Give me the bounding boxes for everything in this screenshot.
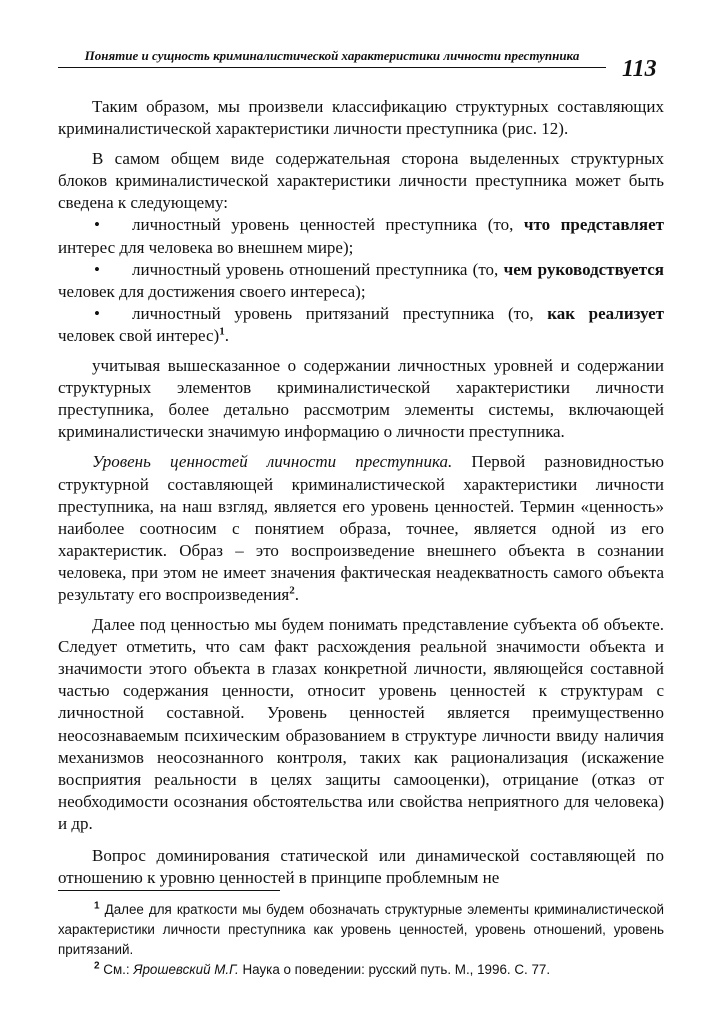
paragraph-3: учитывая вышесказанное о содержании личностных уровней и содержании структурных элементов криминалистической характеристики личности преступника, более детально рассмотрим элементы системы, включающей криминалистически значимую информацию о личности преступника. — [58, 356, 664, 442]
paragraph-4-text: Первой разновидностью структурной составляющей криминалистической характеристики личности преступника, на наш взгляд, является его уровень ценностей. Термин «ценность» наиболее соотносим с понятием образа, точнее, является одной из его характеристик. Образ – это воспроизведение внешнего объекта в сознании человека, при этом не имеет значения фактическая неадекватность самого объекта результату его воспроизведения — [58, 452, 664, 604]
running-title: Понятие и сущность криминалистической характеристики личности преступника — [58, 48, 606, 68]
list-item-text: личностный уровень притязаний преступника (то, — [132, 303, 548, 323]
footnote-ref[interactable]: 2 — [289, 584, 295, 597]
footnote-divider — [58, 890, 280, 891]
list-item — [58, 259, 664, 303]
bullet-icon: • — [94, 303, 100, 323]
bullet-icon: • — [94, 215, 100, 235]
list-item-bold: как реализует — [547, 303, 664, 323]
list-item — [58, 303, 664, 347]
list-item-rest: человек для достижения своего интереса); — [58, 281, 366, 301]
list-item-bold: чем руководствуется — [503, 259, 664, 279]
list-item — [58, 214, 664, 258]
section-heading-inline: Уровень ценностей личности преступника. — [92, 452, 453, 472]
paragraph-2: В самом общем виде содержательная сторона выделенных структурных блоков криминалистической характеристики личности преступника может быть сведена к следующему: — [58, 149, 664, 213]
footnote-ref[interactable]: 1 — [219, 325, 225, 338]
page-number: 113 — [622, 56, 657, 82]
paragraph-4 — [58, 451, 664, 606]
bullet-icon: • — [94, 259, 100, 279]
list-item-end: . — [224, 325, 229, 345]
paragraph-4-end: . — [294, 584, 299, 604]
list-item-rest: человек свой интерес) — [58, 325, 220, 345]
list-item-bold: что представляет — [523, 215, 664, 235]
footnote-1 — [58, 900, 664, 960]
footnote-mark: 1 — [94, 900, 100, 912]
main-text — [58, 96, 664, 889]
footnote-author: Ярошевский М.Г. — [133, 962, 239, 977]
paragraph-5: Далее под ценностью мы будем понимать представление субъекта об объекте. Следует отметить, что сам факт расхождения реальной значимости объекта и значимости этого объекта в глазах конкретной личности, являющейся составной частью содержания ценности, относит уровень ценностей к структурам с личностной составной. Уровень ценностей является преимущественно неосознаваемым психическим образованием в структуре личности ввиду наличия механизмов неосознанного контроля, таких как рационализация (искажение восприятия реальности в целях защиты самооценки), отрицание (отказ от необходимости осознания обстоятельства или свойства неприятного для человека) и др. — [58, 615, 664, 833]
list-item-text: личностный уровень ценностей преступника (то, — [132, 215, 524, 235]
footnote-2 — [58, 960, 664, 980]
footnote-mark: 2 — [94, 960, 100, 972]
paragraph-1: Таким образом, мы произвели классификацию структурных составляющих криминалистической характеристики личности преступника (рис. 12). — [58, 97, 664, 139]
footnote-text: Далее для краткости мы будем обозначать структурные элементы криминалистической характеристики личности преступника как уровень ценностей, уровень отношений, уровень притязаний. — [58, 902, 664, 957]
footnote-prefix: См.: — [99, 962, 134, 977]
footnotes — [58, 900, 664, 980]
footnote-text: Наука о поведении: русский путь. М., 1996. С. 77. — [238, 962, 551, 977]
list-item-rest: интерес для человека во внешнем мире); — [58, 237, 354, 257]
list-item-text: личностный уровень отношений преступника (то, — [132, 259, 504, 279]
paragraph-6: Вопрос доминирования статической или динамической составляющей по отношению к уровню ценностей в принципе проблемным не — [58, 846, 664, 888]
